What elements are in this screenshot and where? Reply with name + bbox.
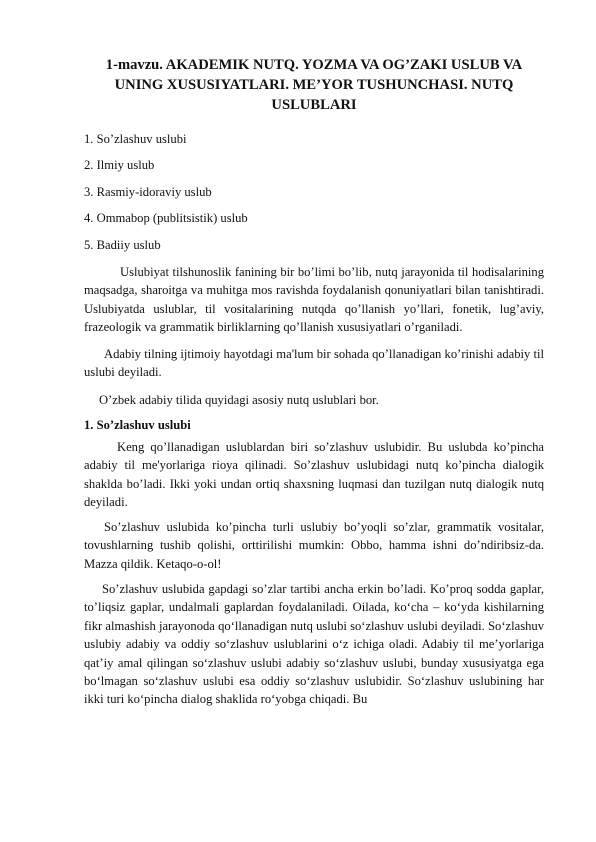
list-item: 5. Badiiy uslub	[84, 238, 161, 252]
document-title: 1-mavzu. AKADEMIK NUTQ. YOZMA VA OG’ZAKI USLUB VA UNING XUSUSIYATLARI. ME’YOR TUSHUNCHASI. NUTQ USLUBLARI	[105, 57, 523, 113]
paragraph: So’zlashuv uslubida gapdagi so’zlar tartibi ancha erkin bo’ladi. Ko’proq sodda gaplar, to’liqsiz gaplar, undalmali gaplardan foydalaniladi. Oilada, ko‘cha – ko‘yda kishilarning fikr almashish jarayonoda qo‘llanadigan nutq uslubi so‘zlashuv uslubi deyiladi. So‘zlashuv uslubiy adabiy va oddiy so‘zlashuv uslublarini o‘z ichiga oladi. Adabiy til me’yorlariga qat’iy amal qilingan so‘zlashuv uslubi adabiy so‘zlashuv uslubi, bunday xususiyatga ega bo‘lmagan so‘zlashuv uslubi esa oddiy so‘zlashuv uslubidir. So‘zlashuv uslubining har ikki turi ko‘pincha dialog shaklida ro‘yobga chiqadi. Bu	[84, 582, 544, 707]
list-item: 2. Ilmiy uslub	[84, 158, 155, 172]
list-item: 1. So’zlashuv uslubi	[84, 132, 187, 146]
paragraph: Keng qo’llanadigan uslublardan biri so’zlashuv uslubidir. Bu uslubda ko’pincha adabiy til me'yorlariga rioya qilinadi. So’zlashuv uslubidagi nutq ko’pincha dialogik shaklda bo’ladi. Ikki yoki undan ortiq shaxsning luqmasi dan tuzilgan nutq dialogik nutq deyiladi.	[84, 440, 544, 510]
section-heading: 1. So’zlashuv uslubi	[84, 418, 191, 432]
paragraph: So’zlashuv uslubida ko’pincha turli uslubiy bo’yoqli so’zlar, grammatik vositalar, tovushlarning tushib qolishi, orttirilishi mumkin: Obbo, hamma ishni do’ndiribsiz-da. Mazza qildik. Ketaqo-o-ol!	[84, 520, 544, 571]
list-item: 3. Rasmiy-idoraviy uslub	[84, 185, 212, 199]
paragraph: O’zbek adabiy tilida quyidagi asosiy nutq uslublari bor.	[99, 393, 379, 407]
paragraph: Uslubiyat tilshunoslik fanining bir bo’limi bo’lib, nutq jarayonida til hodisalarining maqsadga, sharoitga va muhitga mos ravishda foydalanish qonuniyatlari bilan tanishtiradi. Uslubiyatda uslublar, til vositalarining nutqda qo’llanish yo’llari, fonetik, lug’aviy, frazeologik va grammatik birliklarning qo’llanish xususiyatlari o’rganiladi.	[84, 265, 544, 335]
list-item: 4. Ommabop (publitsistik) uslub	[84, 211, 248, 225]
paragraph: Adabiy tilning ijtimoiy hayotdagi ma'lum bir sohada qo’llanadigan ko’rinishi adabiy til uslubi deyiladi.	[84, 347, 544, 380]
